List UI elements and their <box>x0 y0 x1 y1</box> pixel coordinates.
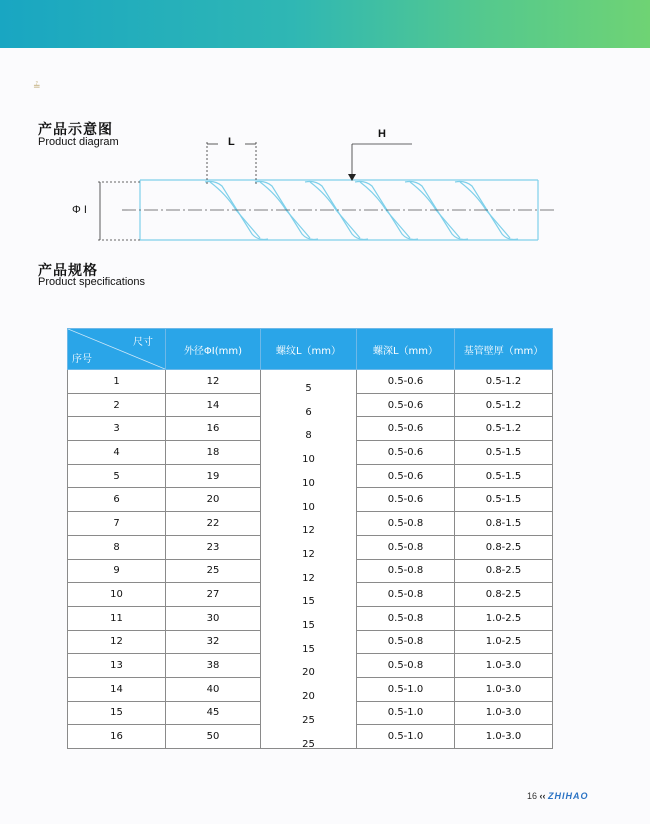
corner-mark: ≟ <box>33 82 41 92</box>
row-outer-diameter: 30 <box>166 606 261 630</box>
row-wall-thickness: 0.8-2.5 <box>455 583 553 607</box>
pitch-value: 20 <box>302 691 315 703</box>
row-index: 4 <box>68 441 166 465</box>
row-outer-diameter: 40 <box>166 677 261 701</box>
diameter-label: Φ I <box>72 204 87 216</box>
row-wall-thickness: 1.0-2.5 <box>455 606 553 630</box>
row-wall-thickness: 1.0-3.0 <box>455 725 553 749</box>
row-outer-diameter: 22 <box>166 512 261 536</box>
pitch-value: 25 <box>302 714 315 726</box>
row-outer-diameter: 12 <box>166 370 261 394</box>
row-outer-diameter: 18 <box>166 441 261 465</box>
row-index: 1 <box>68 370 166 394</box>
table-header-row <box>68 329 553 370</box>
row-outer-diameter: 32 <box>166 630 261 654</box>
row-index: 13 <box>68 654 166 678</box>
row-index: 8 <box>68 535 166 559</box>
row-outer-diameter: 27 <box>166 583 261 607</box>
row-index: 16 <box>68 725 166 749</box>
brand-logo: ZHIHAO <box>548 791 589 801</box>
depth-label: H <box>378 128 386 140</box>
row-wall-thickness: 1.0-3.0 <box>455 701 553 725</box>
pitch-value: 8 <box>305 430 312 442</box>
pitch-value: 15 <box>302 620 315 631</box>
row-wall-thickness: 1.0-2.5 <box>455 630 553 654</box>
spec-title: 产品规格 <box>38 263 98 279</box>
row-wall-thickness: 0.5-1.2 <box>455 417 553 441</box>
row-wall-thickness: 0.8-1.5 <box>455 512 553 536</box>
pitch-value: 15 <box>302 596 315 608</box>
row-index: 15 <box>68 701 166 725</box>
row-thread-depth: 0.5-0.8 <box>357 654 455 678</box>
page-number: 16 <box>527 791 538 801</box>
pitch-value: 10 <box>302 501 315 513</box>
row-wall-thickness: 0.5-1.2 <box>455 393 553 417</box>
row-thread-depth: 0.5-0.6 <box>357 417 455 441</box>
row-index: 11 <box>68 606 166 630</box>
row-thread-depth: 0.5-0.8 <box>357 535 455 559</box>
row-thread-depth: 0.5-1.0 <box>357 677 455 701</box>
header-thread-depth: 螺深L（mm） <box>357 329 455 370</box>
row-thread-depth: 0.5-1.0 <box>357 701 455 725</box>
row-outer-diameter: 19 <box>166 464 261 488</box>
row-wall-thickness: 0.5-1.5 <box>455 488 553 512</box>
row-thread-depth: 0.5-0.6 <box>357 441 455 465</box>
row-outer-diameter: 16 <box>166 417 261 441</box>
pitch-value: 25 <box>302 738 315 750</box>
spiral-tube-illustration <box>0 120 650 270</box>
pitch-value: 5 <box>305 383 312 394</box>
row-index: 10 <box>68 583 166 607</box>
diagram-subtitle: Product diagram <box>38 136 119 148</box>
pitch-value: 15 <box>302 643 315 655</box>
table-row <box>68 370 553 394</box>
row-wall-thickness: 0.5-1.2 <box>455 370 553 394</box>
row-wall-thickness: 0.5-1.5 <box>455 441 553 465</box>
pitch-column <box>261 370 357 749</box>
row-thread-depth: 0.5-0.8 <box>357 559 455 583</box>
row-thread-depth: 0.5-0.6 <box>357 370 455 394</box>
row-outer-diameter: 45 <box>166 701 261 725</box>
header-size-label: 尺寸 <box>133 337 153 348</box>
row-index: 9 <box>68 559 166 583</box>
row-thread-depth: 0.5-0.8 <box>357 606 455 630</box>
header-corner-cell <box>68 329 166 370</box>
row-wall-thickness: 0.5-1.5 <box>455 464 553 488</box>
row-wall-thickness: 1.0-3.0 <box>455 654 553 678</box>
table-body <box>68 370 553 749</box>
row-index: 5 <box>68 464 166 488</box>
pitch-value: 12 <box>302 548 315 560</box>
row-outer-diameter: 25 <box>166 559 261 583</box>
pitch-value: 10 <box>302 454 315 466</box>
header-pitch: 螺纹L（mm） <box>261 329 357 370</box>
pitch-value: 6 <box>305 406 312 418</box>
row-index: 6 <box>68 488 166 512</box>
row-thread-depth: 0.5-0.8 <box>357 583 455 607</box>
row-outer-diameter: 38 <box>166 654 261 678</box>
product-diagram <box>0 120 650 270</box>
row-outer-diameter: 20 <box>166 488 261 512</box>
row-wall-thickness: 0.8-2.5 <box>455 559 553 583</box>
header-wall-thickness: 基管壁厚（mm） <box>455 329 553 370</box>
pitch-value: 12 <box>302 525 315 537</box>
row-thread-depth: 0.5-0.8 <box>357 512 455 536</box>
page-footer <box>527 791 589 801</box>
row-outer-diameter: 23 <box>166 535 261 559</box>
row-index: 3 <box>68 417 166 441</box>
row-thread-depth: 0.5-0.6 <box>357 464 455 488</box>
row-outer-diameter: 50 <box>166 725 261 749</box>
row-index: 14 <box>68 677 166 701</box>
header-outer-diameter: 外径ΦI(mm) <box>166 329 261 370</box>
row-wall-thickness: 0.8-2.5 <box>455 535 553 559</box>
row-thread-depth: 0.5-1.0 <box>357 725 455 749</box>
header-gradient-band <box>0 0 650 48</box>
row-index: 7 <box>68 512 166 536</box>
spec-subtitle: Product specifications <box>38 276 145 288</box>
row-index: 12 <box>68 630 166 654</box>
row-thread-depth: 0.5-0.8 <box>357 630 455 654</box>
spec-table <box>67 328 553 749</box>
pitch-value: 20 <box>302 667 315 679</box>
pitch-value: 10 <box>302 477 315 489</box>
pitch-value: 12 <box>302 572 315 584</box>
row-outer-diameter: 14 <box>166 393 261 417</box>
row-index: 2 <box>68 393 166 417</box>
chevron-icon: ‹‹ <box>539 791 546 801</box>
header-index-label: 序号 <box>72 354 92 365</box>
row-wall-thickness: 1.0-3.0 <box>455 677 553 701</box>
diagram-title: 产品示意图 <box>38 122 113 138</box>
row-thread-depth: 0.5-0.6 <box>357 393 455 417</box>
pitch-label: L <box>228 136 235 148</box>
row-thread-depth: 0.5-0.6 <box>357 488 455 512</box>
